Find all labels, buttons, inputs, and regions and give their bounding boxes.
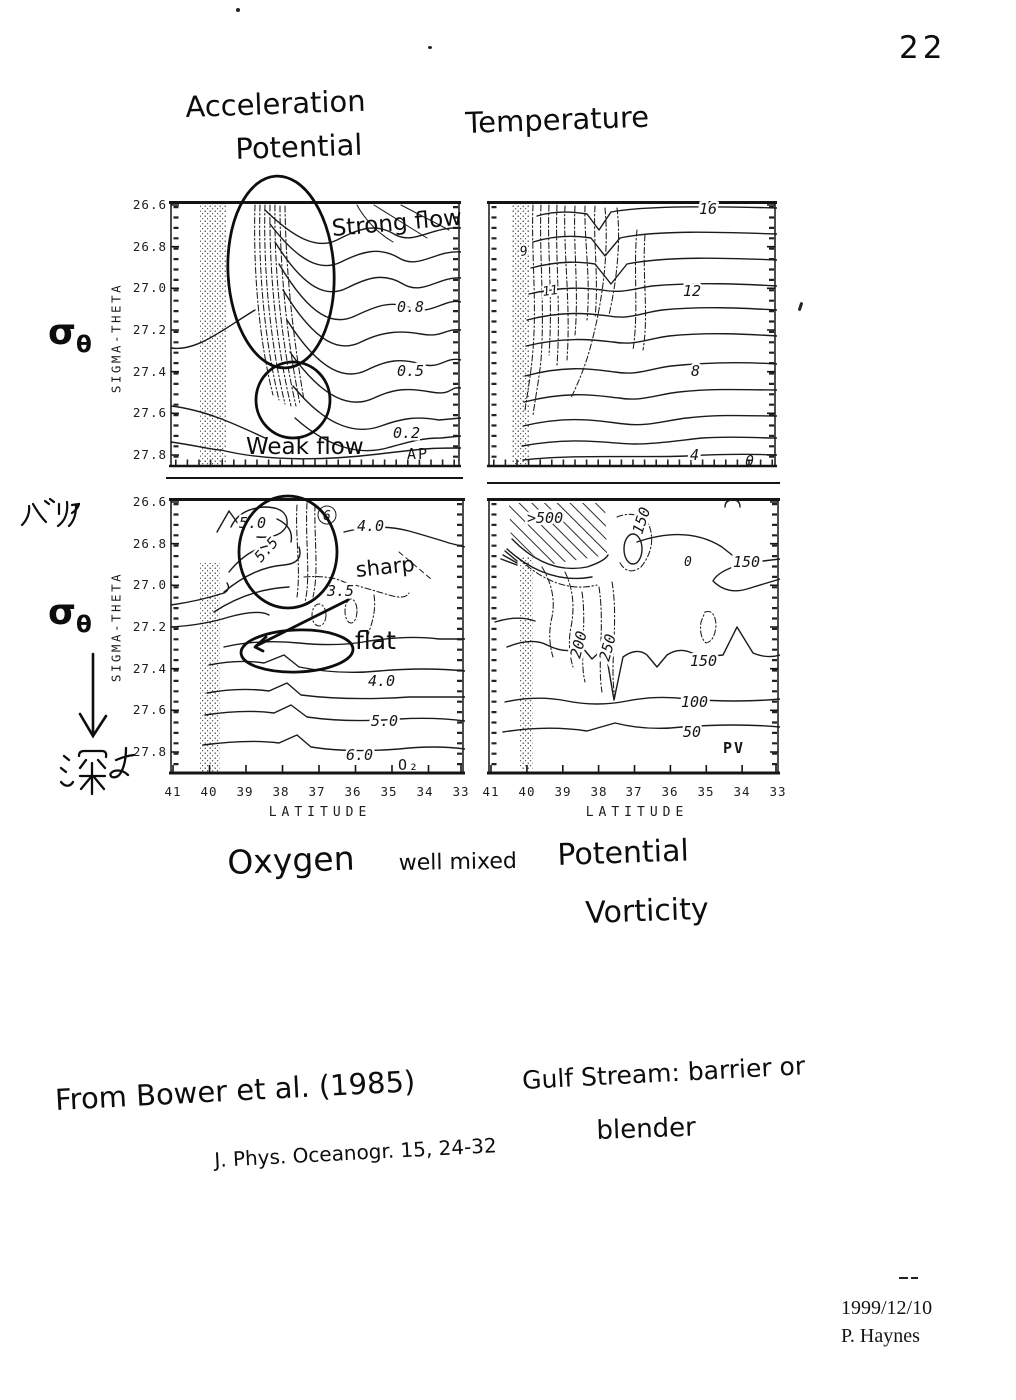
citation-source: From Bower et al. (1985)	[54, 1064, 417, 1117]
contour-label: 8	[691, 362, 701, 380]
y-tick: 27.2	[132, 619, 167, 634]
y-tick: 27.8	[132, 744, 167, 759]
citation-note-line2: blender	[595, 1112, 697, 1146]
contour-label: 6	[323, 509, 331, 524]
y-tick: 26.8	[132, 536, 167, 551]
sigma-theta-symbol-top	[48, 312, 92, 358]
x-tick: 40	[200, 784, 218, 799]
y-tick: 26.6	[132, 197, 167, 212]
x-tick: 37	[625, 784, 643, 799]
x-tick: 38	[272, 784, 290, 799]
x-tick: 41	[482, 784, 500, 799]
x-tick: 39	[554, 784, 572, 799]
sigma-glyph: σ	[48, 312, 77, 353]
x-tick: 39	[236, 784, 254, 799]
contour-label: 3.5	[327, 582, 355, 600]
japanese-barrier-annotation	[20, 498, 80, 530]
caption-potential: Potential	[556, 833, 690, 873]
scan-speck	[911, 1277, 918, 1279]
y-tick: 27.0	[132, 577, 167, 592]
annotation-strong-flow: Strong flow	[330, 204, 464, 242]
y-axis-label-top: SIGMA-THETA	[108, 282, 124, 394]
title-temperature: Temperature	[464, 99, 650, 140]
x-tick: 37	[308, 784, 326, 799]
contour-label: 4.0	[357, 517, 385, 535]
panel-corner-label-theta: θ	[745, 452, 757, 470]
panel-temperature	[487, 200, 777, 480]
contour-label: 9	[518, 243, 530, 260]
contour-label: 200	[566, 629, 591, 661]
y-tick: 27.2	[132, 322, 167, 337]
contour-label: 150	[628, 504, 655, 537]
contour-label: 0.2	[393, 424, 421, 442]
contour-label: 5.0	[239, 514, 267, 532]
citation-note-line1: Gulf Stream: barrier or	[521, 1051, 806, 1095]
y-tick: 27.4	[132, 364, 167, 379]
contour-label: 0.5	[397, 362, 425, 380]
stipple-band	[200, 204, 227, 466]
contour-label: 5.0	[371, 712, 399, 730]
theta-subscript: θ	[76, 612, 92, 639]
title-acceleration: Acceleration	[184, 83, 367, 124]
annotation-weak-flow: Weak flow	[246, 434, 364, 460]
contour-label: 250	[595, 632, 620, 664]
contour-label: 16	[699, 200, 718, 218]
y-tick: 26.6	[132, 494, 167, 509]
page-number: 22	[899, 30, 947, 66]
scan-speck	[899, 1277, 908, 1279]
contour-label: 100	[681, 693, 709, 711]
y-tick: 27.6	[132, 405, 167, 420]
date-stamp: 1999/12/10	[841, 1297, 933, 1319]
x-axis-label-left: LATITUDE	[268, 805, 372, 820]
x-tick: 34	[416, 784, 434, 799]
panel-corner-label-ap: AP	[407, 445, 430, 463]
x-tick: 41	[164, 784, 182, 799]
caption-well-mixed: well mixed	[398, 848, 518, 876]
stipple-band	[519, 557, 533, 769]
y-axis-label-bottom: SIGMA-THETA	[108, 571, 124, 683]
panel-oxygen	[169, 497, 465, 777]
contour-label: 6.0	[346, 746, 374, 764]
x-axis-label-right: LATITUDE	[585, 805, 689, 820]
x-tick: 33	[452, 784, 470, 799]
x-tick: 40	[518, 784, 536, 799]
x-tick: 38	[590, 784, 608, 799]
sigma-glyph: σ	[48, 592, 77, 633]
theta-subscript: θ	[76, 332, 92, 359]
x-tick: 35	[380, 784, 398, 799]
scan-speck	[428, 46, 432, 49]
contour-label: >500	[527, 509, 564, 527]
contour-label: 12	[683, 282, 702, 300]
x-tick: 35	[697, 784, 715, 799]
contour-label: 150	[690, 652, 718, 670]
annotation-flat: flat	[355, 626, 396, 655]
contour-label: 5.5	[250, 533, 283, 566]
title-potential: Potential	[234, 127, 363, 166]
contour-label: 4	[690, 446, 700, 464]
panel-corner-label-o2: O₂	[398, 756, 421, 774]
x-tick: 33	[769, 784, 787, 799]
stipple-band	[512, 204, 529, 466]
contour-label: 150	[733, 553, 761, 571]
contour-label: 0	[684, 555, 692, 570]
y-tick: 26.8	[132, 239, 167, 254]
scan-speck	[798, 302, 804, 311]
annotation-sharp: sharp	[354, 551, 416, 582]
caption-oxygen: Oxygen	[226, 838, 356, 882]
citation-journal: J. Phys. Oceanogr. 15, 24-32	[213, 1133, 498, 1172]
sigma-theta-symbol-bottom	[48, 592, 92, 638]
y-tick: 27.4	[132, 661, 167, 676]
contour-label: 11	[541, 282, 560, 300]
x-tick: 36	[661, 784, 679, 799]
contour-label: 4.0	[368, 672, 396, 690]
caption-vorticity: Vorticity	[584, 891, 710, 931]
panel-corner-label-pv: PV	[723, 739, 746, 757]
y-tick: 27.0	[132, 280, 167, 295]
panel-potential-vorticity	[487, 497, 780, 777]
contour-label: 50	[683, 723, 702, 741]
depth-arrow	[76, 652, 110, 748]
contour-label: 0.8	[397, 298, 425, 316]
y-tick: 27.6	[132, 702, 167, 717]
author-name: P. Haynes	[841, 1325, 920, 1347]
x-tick: 34	[733, 784, 751, 799]
y-tick: 27.8	[132, 447, 167, 462]
x-tick: 36	[344, 784, 362, 799]
scan-speck	[236, 8, 240, 12]
